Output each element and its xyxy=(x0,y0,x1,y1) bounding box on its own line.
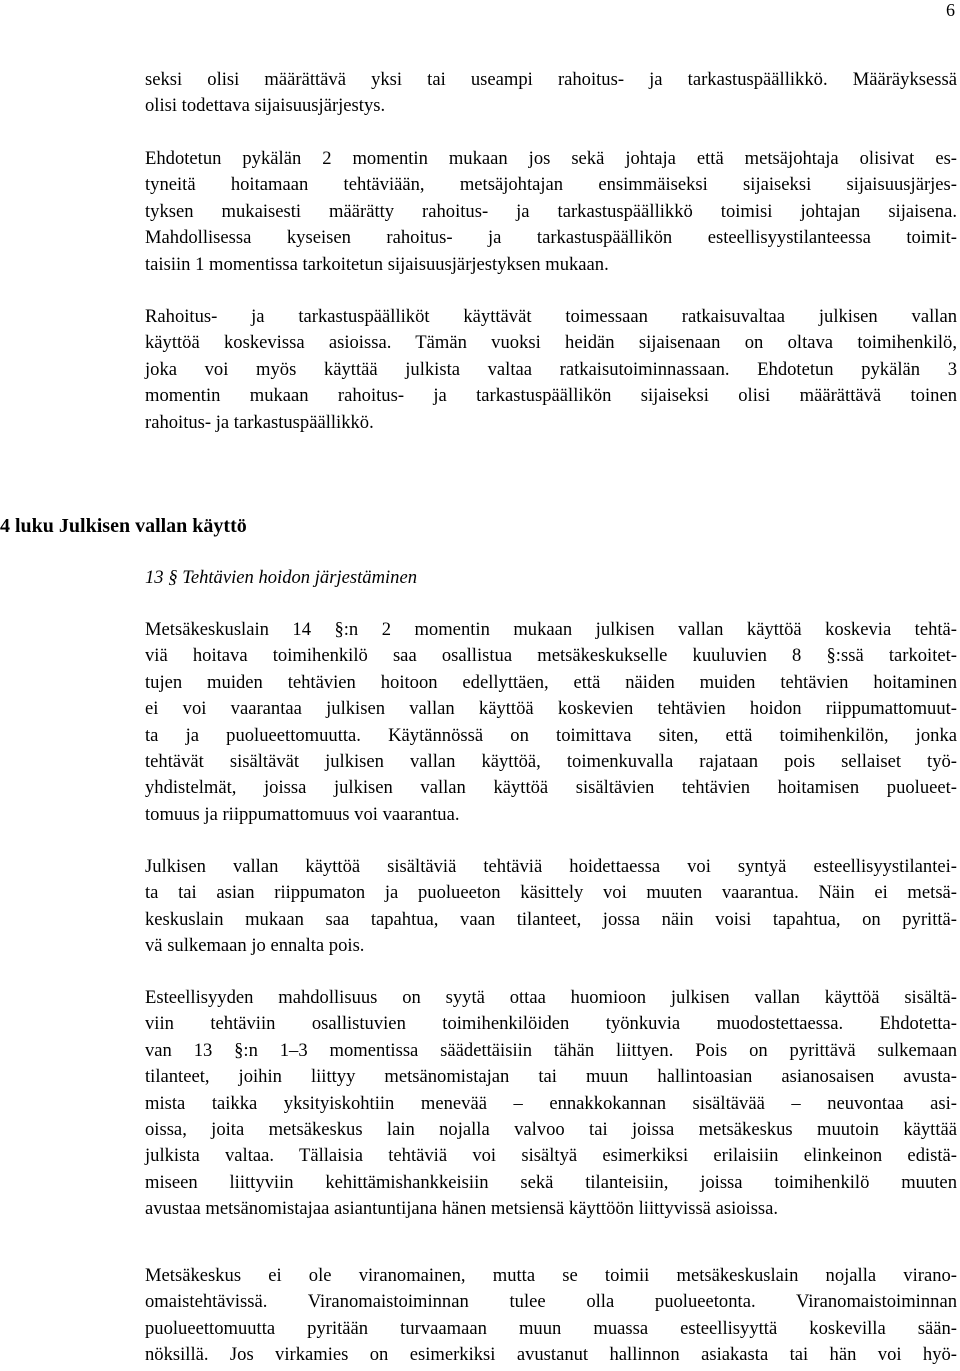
text-line: yhdistelmät, joissa julkisen vallan käyttöä sisältävien tehtävien hoitamisen puolueet- xyxy=(145,777,957,799)
text-line: nöksillä. Jos virkamies on esimerkiksi avustanut hallinnon asiakasta tai hän voi hyö- xyxy=(145,1344,957,1366)
text-line: ta tai asian riippumaton ja puolueeton käsittely voi muuten vaarantua. Näin ei metsä- xyxy=(145,882,957,904)
text-line: mista taikka yksityiskohtiin menevää – ennakkokannan sisältävää – neuvontaa asi- xyxy=(145,1092,957,1114)
text-line: Metsäkeskus ei ole viranomainen, mutta se toimii metsäkeskuslain nojalla virano- xyxy=(145,1265,957,1286)
text-line: julkista valtaa. Tällaisia tehtäviä voi sisältyä esimerkiksi erilaisiin elinkeinon edistä- xyxy=(145,1145,957,1167)
paragraph xyxy=(145,617,957,828)
text-line: taisiin 1 momentissa tarkoitetun sijaisuusjärjestyksen mukaan. xyxy=(145,253,609,275)
text-line: viin tehtäviin osallistuvien toimihenkilöiden työnkuvia muodostettaessa. Ehdotetta- xyxy=(145,1013,957,1035)
text-line: rahoitus- ja tarkastuspäällikkö. xyxy=(145,411,374,433)
paragraph xyxy=(145,985,957,1223)
text-line: tomuus ja riippumattomuus voi vaarantua. xyxy=(145,803,460,825)
text-line: miseen liittyviin kehittämishankkeisiin sekä tilanteisiin, joissa toimihenkilö muuten xyxy=(145,1171,957,1193)
paragraph xyxy=(145,304,957,436)
text-line: vä sulkemaan jo ennalta pois. xyxy=(145,935,365,957)
paragraph xyxy=(145,67,957,120)
text-line: oissa, joita metsäkeskus lain nojalla valvoo tai joissa metsäkeskus muutoin käyttää xyxy=(145,1119,957,1141)
text-line: omaistehtävissä. Viranomaistoiminnan tulee olla puolueetonta. Viranomaistoiminnan xyxy=(145,1291,957,1313)
section-heading: 13 § Tehtävien hoidon järjestäminen xyxy=(145,567,418,588)
text-line: Julkisen vallan käyttöä sisältäviä tehtäviä hoidettaessa voi syntyä esteellisyystilantei- xyxy=(145,856,957,877)
text-line: joka voi myös käyttää julkista valtaa ratkaisutoiminnassaan. Ehdotetun pykälän 3 xyxy=(145,358,957,380)
text-line: ta ja puolueettomuutta. Käytännössä on toimittava siten, että toimihenkilön, jonka xyxy=(145,724,957,746)
paragraph xyxy=(145,854,957,960)
text-line: olisi todettava sijaisuusjärjestys. xyxy=(145,95,386,117)
page-number: 6 xyxy=(946,0,955,20)
text-line: Esteellisyyden mahdollisuus on syytä ottaa huomioon julkisen vallan käyttöä sisältä- xyxy=(145,987,957,1008)
text-line: tilanteet, joihin liittyy metsänomistajan tai muun hallintoasian asianosaisen avusta- xyxy=(145,1066,957,1088)
paragraph xyxy=(145,1263,957,1369)
text-line: käyttöä koskevissa asioissa. Tämän vuoksi heidän sijaisenaan on oltava toimihenkilö, xyxy=(145,332,957,354)
text-line: viä hoitava toimihenkilö saa osallistua metsäkeskukselle kuuluvien 8 §:ssä tarkoitet- xyxy=(145,645,957,667)
text-line: tujen muiden tehtävien hoitoon edellyttäen, että näiden muiden tehtävien hoitaminen xyxy=(145,671,957,693)
text-line: Rahoitus- ja tarkastuspäälliköt käyttävät toimessaan ratkaisuvaltaa julkisen vallan xyxy=(145,306,957,327)
text-line: seksi olisi määrättävä yksi tai useampi rahoitus- ja tarkastuspäällikkö. Määräyksessä xyxy=(145,69,957,90)
text-line: puolueettomuutta pyritään turvaamaan muun muassa esteellisyyttä koskevilla sään- xyxy=(145,1317,957,1339)
text-line: van 13 §:n 1–3 momentissa säädettäisiin tähän liittyen. Pois on pyrittävä sulkemaan xyxy=(145,1039,957,1061)
text-line: tyneitä hoitamaan tehtäviään, metsäjohtajan ensimmäiseksi sijaiseksi sijaisuusjärjes- xyxy=(145,174,957,196)
text-line: Mahdollisessa kyseisen rahoitus- ja tarkastuspäällikön esteellisyystilanteessa toimit- xyxy=(145,227,957,249)
text-line: momentin mukaan rahoitus- ja tarkastuspäällikön sijaiseksi olisi määrättävä toinen xyxy=(145,385,957,407)
text-line: ei voi vaarantaa julkisen vallan käyttöä koskevien tehtävien hoidon riippumattomuut- xyxy=(145,698,957,720)
chapter-heading: 4 luku Julkisen vallan käyttö xyxy=(0,515,247,537)
text-line: tyksen mukaisesti määrätty rahoitus- ja tarkastuspäällikkö toimisi johtajan sijaisena. xyxy=(145,200,957,222)
text-line: avustaa metsänomistajaa asiantuntijana hänen metsiensä käyttöön liittyvissä asioissa. xyxy=(145,1198,779,1220)
paragraph xyxy=(145,146,957,278)
text-line: Ehdotetun pykälän 2 momentin mukaan jos sekä johtaja että metsäjohtaja olisivat es- xyxy=(145,148,957,169)
text-line: Metsäkeskuslain 14 §:n 2 momentin mukaan julkisen vallan käyttöä koskevia tehtä- xyxy=(145,619,957,640)
text-line: tehtävät sisältävät julkisen vallan käyttöä, toimenkuvalla rajataan pois sellaiset työ- xyxy=(145,751,957,773)
text-line: keskuslain mukaan saa tapahtua, vaan tilanteet, jossa näin voisi tapahtua, on pyrittä- xyxy=(145,908,957,930)
